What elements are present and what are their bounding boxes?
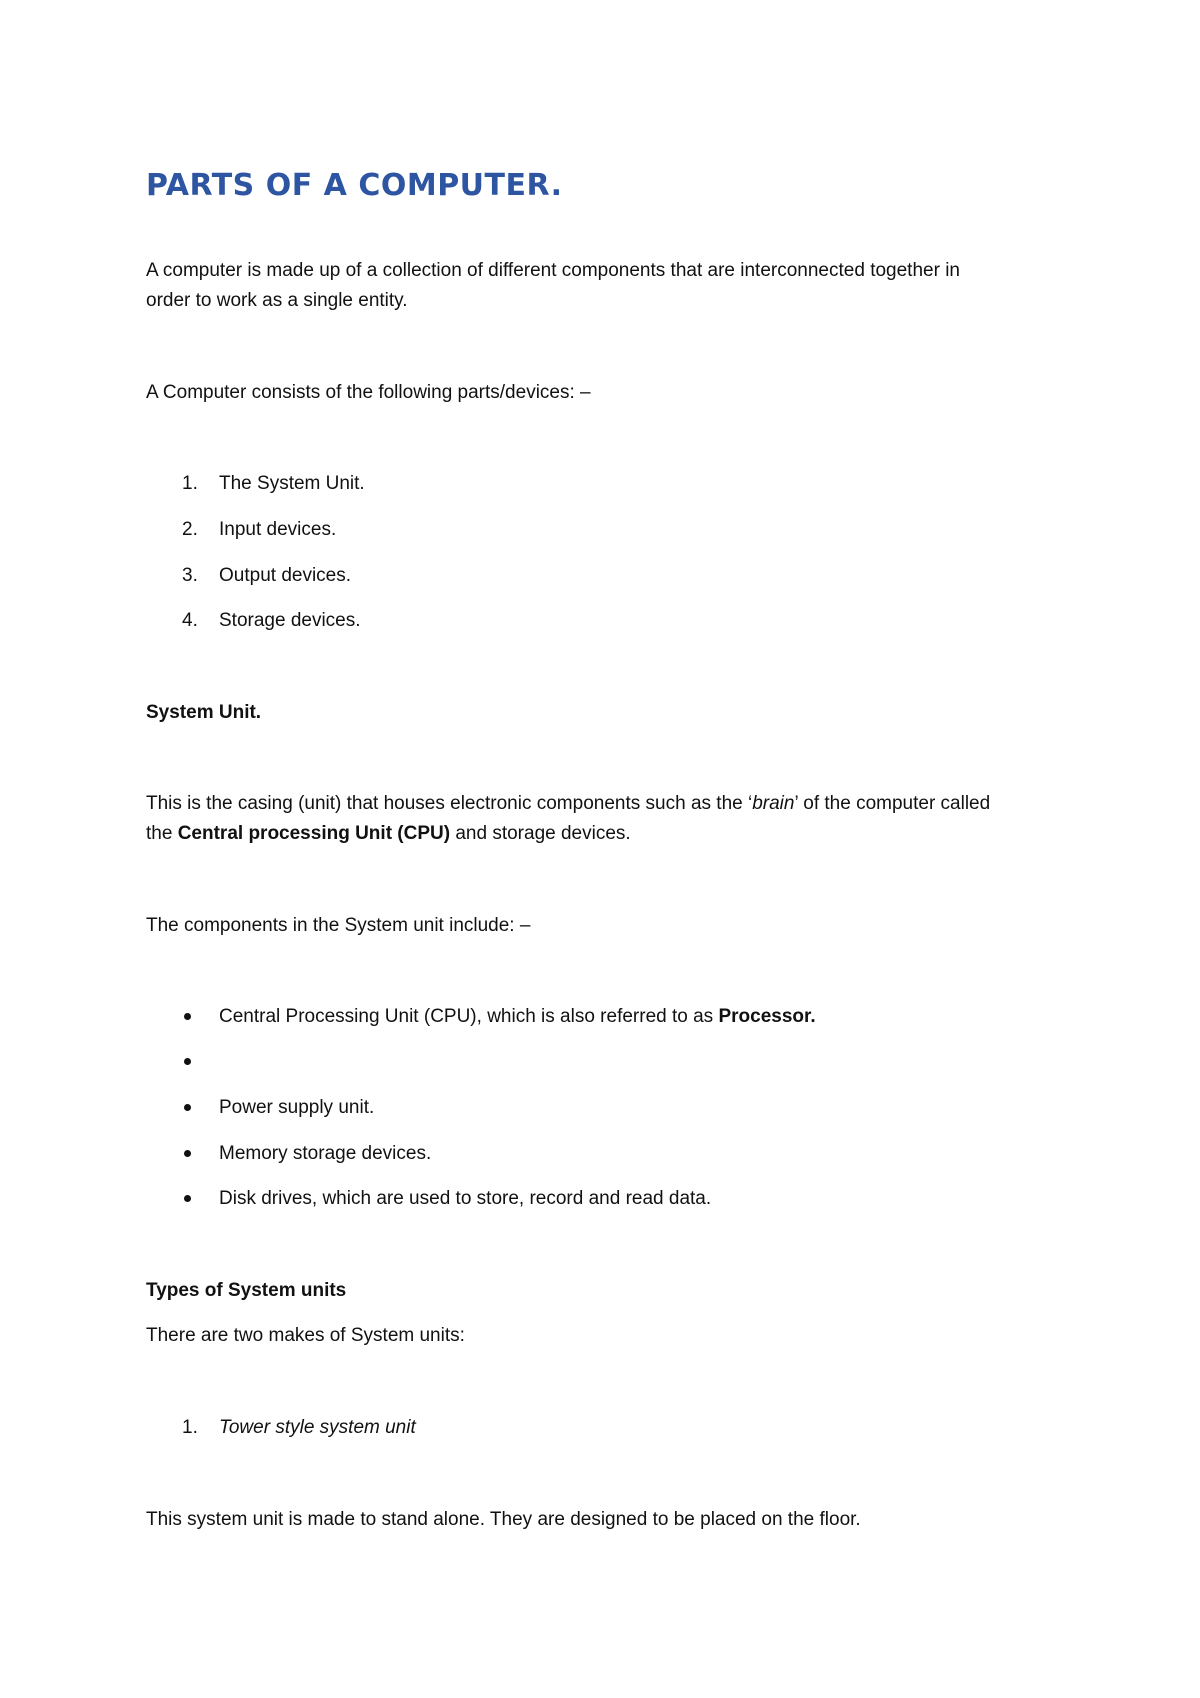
section-heading-types [146, 1276, 346, 1306]
component-text: Central Processing Unit (CPU), which is also referred to as [219, 1006, 719, 1027]
parts-list-number: 4. [182, 610, 198, 631]
intro-line-2: order to work as a single entity. [146, 290, 408, 311]
types-lead: There are two makes of System units: [146, 1325, 465, 1346]
component-item [219, 1002, 816, 1032]
parts-list-item: Storage devices. [219, 610, 361, 631]
component-item [219, 1093, 374, 1123]
desc-text: and storage devices. [450, 823, 631, 844]
page-title: PARTS OF A COMPUTER. [146, 168, 563, 203]
section-heading-text: Types of System units [146, 1280, 347, 1301]
component-text: Disk drives, which are used to store, record and read data. [219, 1188, 712, 1209]
parts-list-number: 3. [182, 565, 198, 586]
types-list-number: 1. [182, 1417, 198, 1438]
desc-text: ’ of the computer called [794, 793, 991, 814]
intro-line-1: A computer is made up of a collection of different components that are interconnected together in [146, 260, 960, 281]
parts-lead: A Computer consists of the following parts/devices: – [146, 382, 591, 403]
component-item [219, 1184, 711, 1214]
parts-list-item: Input devices. [219, 519, 337, 540]
desc-text: This is the casing (unit) that houses electronic components such as the ‘ [146, 793, 753, 814]
component-text: Memory storage devices. [219, 1143, 432, 1164]
section-heading-text: System Unit. [146, 702, 262, 723]
bullet-marker [184, 1150, 191, 1157]
types-closing: This system unit is made to stand alone. They are designed to be placed on the floor. [146, 1509, 861, 1530]
desc-bold-text: Central processing Unit (CPU) [177, 823, 451, 844]
components-lead: The components in the System unit include: – [146, 915, 531, 936]
types-list-italic-text: Tower style system unit [219, 1417, 416, 1438]
parts-list-item: Output devices. [219, 565, 352, 586]
component-item [219, 1139, 431, 1169]
types-list-item [219, 1413, 416, 1443]
desc-text: the [146, 823, 178, 844]
system-unit-desc-line-2 [146, 819, 631, 849]
system-unit-desc-line-1 [146, 789, 990, 819]
component-bold-text: Processor. [718, 1006, 816, 1027]
parts-list-number: 1. [182, 473, 198, 494]
desc-italic-text: brain [752, 793, 795, 814]
component-text: Power supply unit. [219, 1097, 375, 1118]
bullet-marker [184, 1104, 191, 1111]
bullet-marker [184, 1058, 191, 1065]
parts-list-item: The System Unit. [219, 473, 365, 494]
bullet-marker [184, 1013, 191, 1020]
bullet-marker [184, 1195, 191, 1202]
parts-list-number: 2. [182, 519, 198, 540]
section-heading-system-unit [146, 698, 261, 728]
